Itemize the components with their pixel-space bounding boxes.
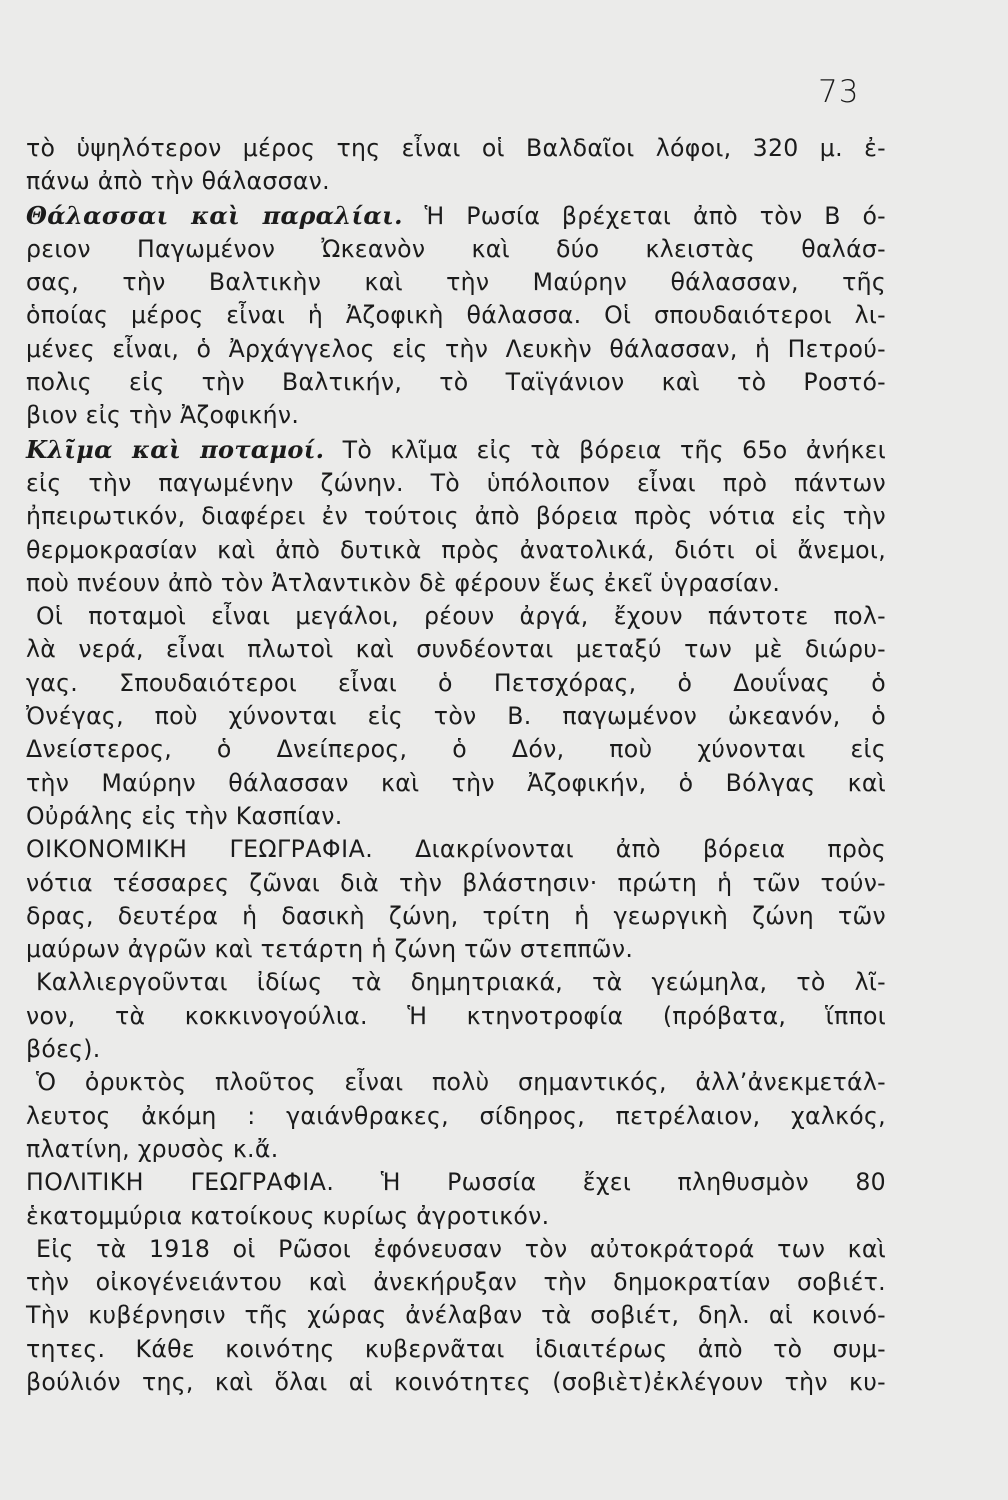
text-line [26, 233, 886, 266]
line-text: Ἡ Ρωσία βρέχεται ἀπὸ τὸν Β ό- [402, 201, 886, 230]
line-text: νον, τὰ κοκκινογούλια. Ἡ κτηνοτροφία (πρόβατα, ἵπποι [26, 1001, 886, 1030]
text-line [26, 733, 886, 766]
line-text: Τὸ κλῖμα εἰς τὰ βόρεια τῆς 65ο ἀνήκει [324, 435, 886, 464]
text-line [26, 1266, 886, 1299]
line-text: ἠπειρωτικόν, διαφέρει ἐν τούτοις ἀπὸ βόρεια πρὸς νότια εἰς τὴν [26, 502, 886, 531]
line-text: λευτος ἀκόμη : γαιάνθρακες, σίδηρος, πετρέλαιον, χαλκός, [26, 1101, 886, 1130]
line-text: εἰς τὴν παγωμένην ζώνην. Τὸ ὑπόλοιπον εἶναι πρὸ πάντων [26, 468, 886, 497]
line-text: μαύρων ἀγρῶν καὶ τετάρτη ἡ ζώνη τῶν στεππῶν. [26, 935, 634, 964]
page-body-text [26, 132, 886, 1399]
line-text: τητες. Κάθε κοινότης κυβερνᾶται ἰδιαιτέρως ἀπὸ τὸ συμ- [26, 1334, 886, 1363]
text-line [26, 1233, 886, 1266]
text-line [26, 833, 886, 866]
line-text: τὴν οἰκογένειάντου καὶ ἀνεκήρυξαν τὴν δημοκρατίαν σοβιέτ. [26, 1268, 886, 1297]
text-line [26, 700, 886, 733]
section-heading: Κλῖμα καὶ ποταμοί. [26, 434, 325, 464]
line-text: λὰ νερά, εἶναι πλωτοὶ καὶ συνδέονται μεταξύ των μὲ διώρυ- [26, 635, 886, 664]
line-text: τὸ ὑψηλότερον μέρος της εἶναι οἱ Βαλδαῖοι λόφοι, 320 μ. ἐ- [26, 134, 886, 162]
text-line [26, 433, 886, 467]
text-line [26, 800, 886, 833]
text-line [26, 900, 886, 933]
text-line [26, 1366, 886, 1399]
text-line [26, 1333, 886, 1366]
text-line [26, 1000, 886, 1033]
text-line [26, 1033, 886, 1066]
line-text: Τὴν κυβέρνησιν τῆς χώρας ἀνέλαβαν τὰ σοβιέτ, δηλ. αἱ κοινό- [26, 1301, 886, 1330]
line-text: ἑκατομμύρια κατοίκους κυρίως ἀγροτικόν. [26, 1201, 550, 1230]
line-text: Διακρίνονται ἀπὸ βόρεια πρὸς [373, 835, 886, 864]
line-text: τὴν Μαύρην θάλασσαν καὶ τὴν Ἀζοφικήν, ὁ Βόλγας καὶ [26, 768, 886, 797]
text-line [26, 600, 886, 633]
line-text: βιον εἰς τὴν Ἀζοφικήν. [26, 401, 300, 430]
text-line [26, 1133, 886, 1166]
line-text: θερμοκρασίαν καὶ ἀπὸ δυτικὰ πρὸς ἀνατολικά, διότι οἱ ἄνεμοι, [26, 535, 886, 564]
text-line [26, 1100, 886, 1133]
line-text: Καλλιεργοῦνται ἰδίως τὰ δημητριακά, τὰ γεώμηλα, τὸ λῖ- [36, 968, 886, 997]
text-line [26, 1066, 886, 1099]
line-text: βόες). [26, 1035, 101, 1064]
section-heading-caps: ΟΙΚΟΝΟΜΙΚΗ ΓΕΩΓΡΑΦΙΑ. [26, 835, 374, 864]
line-text: Ὁ ὀρυκτὸς πλοῦτος εἶναι πολὺ σημαντικός, ἀλλ’ἀνεκμετάλ- [36, 1068, 886, 1097]
line-text: Ὀνέγας, ποὺ χύνονται εἰς τὸν Β. παγωμένον ὠκεανόν, ὁ [26, 702, 886, 731]
text-line [26, 966, 886, 999]
text-line [26, 933, 886, 966]
line-text: πλατίνη, χρυσὸς κ.ἄ. [26, 1134, 279, 1163]
text-line [26, 1166, 886, 1199]
line-text: ποὺ πνέουν ἀπὸ τὸν Ἀτλαντικὸν δὲ φέρουν ἕως ἐκεῖ ὑγρασίαν. [26, 568, 781, 597]
line-text: σας, τὴν Βαλτικὴν καὶ τὴν Μαύρην θάλασσαν, τῆς [26, 268, 886, 297]
page-number: 73 [818, 74, 860, 110]
text-line [26, 667, 886, 700]
text-line [26, 633, 886, 666]
text-line [26, 534, 886, 567]
text-line [26, 199, 886, 233]
line-text: δρας, δευτέρα ἡ δασικὴ ζώνη, τρίτη ἡ γεωργικὴ ζώνη τῶν [26, 901, 886, 930]
line-text: ρειον Παγωμένον Ὠκεανὸν καὶ δύο κλειστὰς θαλάσ- [26, 234, 886, 263]
line-text: Οὐράλης εἰς τὴν Κασπίαν. [26, 801, 343, 830]
text-line [26, 1299, 886, 1332]
text-line [26, 366, 886, 399]
line-text: Δνείστερος, ὁ Δνείπερος, ὁ Δόν, ποὺ χύνονται εἰς [26, 735, 886, 764]
text-line [26, 333, 886, 366]
text-line [26, 165, 886, 198]
text-line [26, 767, 886, 800]
text-line [26, 399, 886, 432]
line-text: Οἱ ποταμοὶ εἶναι μεγάλοι, ρέουν ἀργά, ἔχουν πάντοτε πολ- [36, 602, 886, 631]
text-line [26, 1200, 886, 1233]
line-text: νότια τέσσαρες ζῶναι διὰ τὴν βλάστησιν· πρώτη ἡ τῶν τούν- [26, 868, 886, 897]
text-line [26, 132, 886, 165]
line-text: γας. Σπουδαιότεροι εἶναι ὁ Πετσχόρας, ὁ Δουΐνας ὁ [26, 668, 886, 697]
line-text: πάνω ἀπὸ τὴν θάλασσαν. [26, 167, 330, 196]
section-heading: Θάλασσαι καὶ παραλίαι. [26, 200, 403, 230]
line-text: Ἡ Ρωσσία ἔχει πληθυσμὸν 80 [334, 1168, 886, 1197]
line-text: Εἰς τὰ 1918 οἱ Ρῶσοι ἐφόνευσαν τὸν αὐτοκράτορά των καὶ [36, 1234, 886, 1263]
text-line [26, 299, 886, 332]
text-line [26, 500, 886, 533]
section-heading-caps: ΠΟΛΙΤΙΚΗ ΓΕΩΓΡΑΦΙΑ. [26, 1168, 335, 1197]
line-text: βούλιόν της, καὶ ὅλαι αἱ κοινότητες (σοβιὲτ)ἐκλέγουν τὴν κυ- [26, 1367, 886, 1396]
text-line [26, 467, 886, 500]
line-text: μένες εἶναι, ὁ Ἀρχάγγελος εἰς τὴν Λευκὴν θάλασσαν, ἡ Πετρού- [26, 334, 886, 363]
line-text: πολις εἰς τὴν Βαλτικήν, τὸ Ταϊγάνιον καὶ τὸ Ροστό- [26, 368, 886, 397]
line-text: ὁποίας μέρος εἶναι ἡ Ἀζοφικὴ θάλασσα. Οἱ σπουδαιότεροι λι- [26, 301, 886, 330]
text-line [26, 867, 886, 900]
text-line [26, 266, 886, 299]
text-line [26, 567, 886, 600]
